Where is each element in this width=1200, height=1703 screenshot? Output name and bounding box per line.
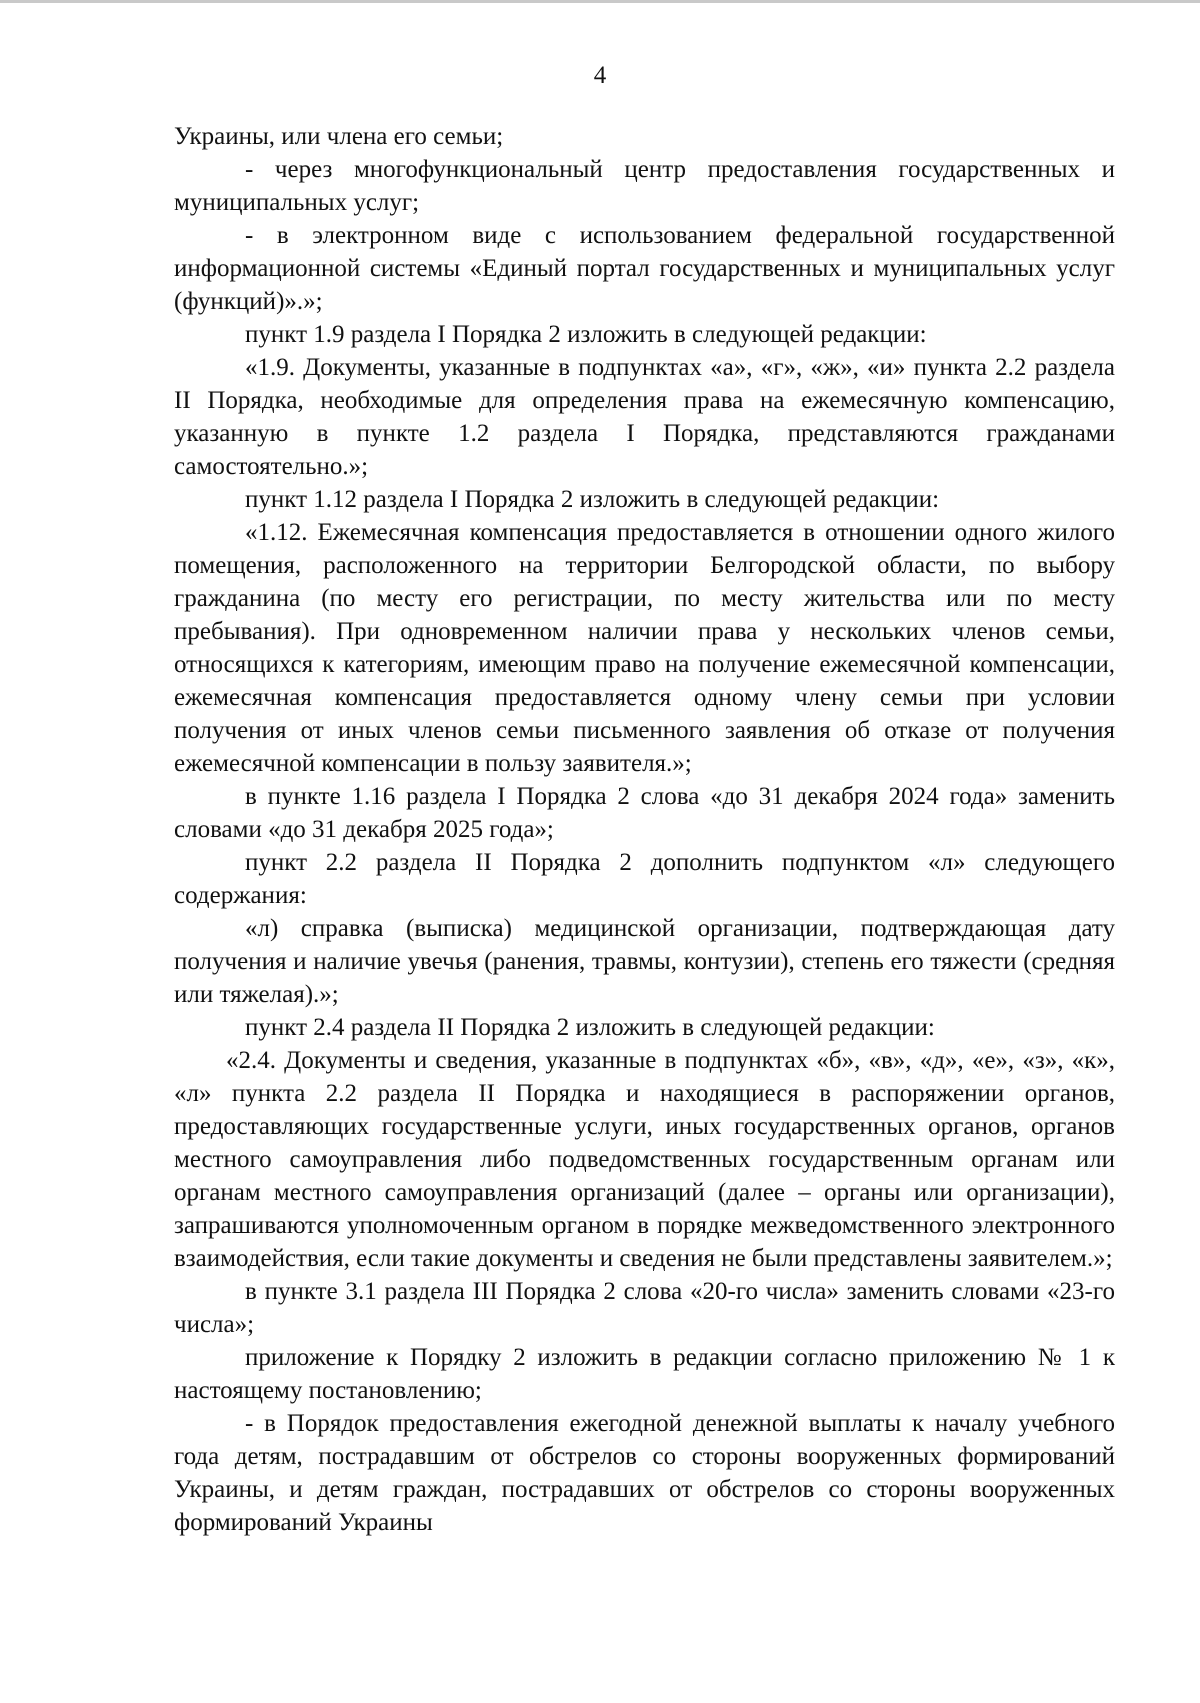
- paragraph-9: пункт 2.2 раздела II Порядка 2 дополнить подпунктом «л» следующего содержания:: [174, 849, 1115, 909]
- paragraph-1: Украины, или члена его семьи;: [174, 123, 504, 150]
- paragraph-11: пункт 2.4 раздела II Порядка 2 изложить в следующей редакции:: [245, 1014, 935, 1041]
- paragraph-5: «1.9. Документы, указанные в подпунктах «а», «г», «ж», «и» пункта 2.2 раздела II Порядка, необходимые для определения права на ежемесячную компенсацию, указанную в пункте 1.2 раздела I Порядка, представляются гражданами самостоятельно.»;: [174, 354, 1115, 480]
- page-number: 4: [593, 62, 607, 89]
- paragraph-3: - в электронном виде с использованием федеральной государственной информационной системы «Единый портал государственных и муниципальных услуг (функций)».»;: [174, 222, 1115, 315]
- paragraph-6: пункт 1.12 раздела I Порядка 2 изложить в следующей редакции:: [245, 486, 940, 513]
- document-body: [174, 120, 1115, 1539]
- paragraph-14: приложение к Порядку 2 изложить в редакции согласно приложению № 1 к настоящему постановлению;: [174, 1344, 1115, 1404]
- paragraph-2: - через многофункциональный центр предоставления государственных и муниципальных услуг;: [174, 156, 1115, 216]
- paragraph-10: «л) справка (выписка) медицинской организации, подтверждающая дату получения и наличие увечья (ранения, травмы, контузии), степень его тяжести (средняя или тяжелая).»;: [174, 915, 1115, 1008]
- paragraph-7: «1.12. Ежемесячная компенсация предоставляется в отношении одного жилого помещения, расположенного на территории Белгородской области, по выбору гражданина (по месту его регистрации, по месту жительства или по месту пребывания). При одновременном наличии права у нескольких членов семьи, относящихся к категориям, имеющим право на получение ежемесячной компенсации, ежемесячная компенсация предоставляется одному члену семьи при условии получения от иных членов семьи письменного заявления об отказе от получения ежемесячной компенсации в пользу заявителя.»;: [174, 519, 1115, 777]
- paragraph-15: - в Порядок предоставления ежегодной денежной выплаты к началу учебного года детям, пострадавшим от обстрелов со стороны вооруженных формирований Украины, и детям граждан, пострадавших от обстрелов со стороны вооруженных формирований Украины: [174, 1410, 1115, 1536]
- paragraph-12: «2.4. Документы и сведения, указанные в подпунктах «б», «в», «д», «е», «з», «к», «л» пункта 2.2 раздела II Порядка и находящиеся в распоряжении органов, предоставляющих государственные услуги, иных государственных органов, органов местного самоуправления либо подведомственных государственным органам или органам местного самоуправления организаций (далее – органы или организации), запрашиваются уполномоченным органом в порядке межведомственного электронного взаимодействия, если такие документы и сведения не были представлены заявителем.»;: [174, 1047, 1115, 1272]
- paragraph-13: в пункте 3.1 раздела III Порядка 2 слова «20-го числа» заменить словами «23-го числа»;: [174, 1278, 1115, 1338]
- paragraph-8: в пункте 1.16 раздела I Порядка 2 слова «до 31 декабря 2024 года» заменить словами «до 31 декабря 2025 года»;: [174, 783, 1115, 843]
- paragraph-4: пункт 1.9 раздела I Порядка 2 изложить в следующей редакции:: [245, 321, 927, 348]
- scan-top-edge: [0, 0, 1200, 3]
